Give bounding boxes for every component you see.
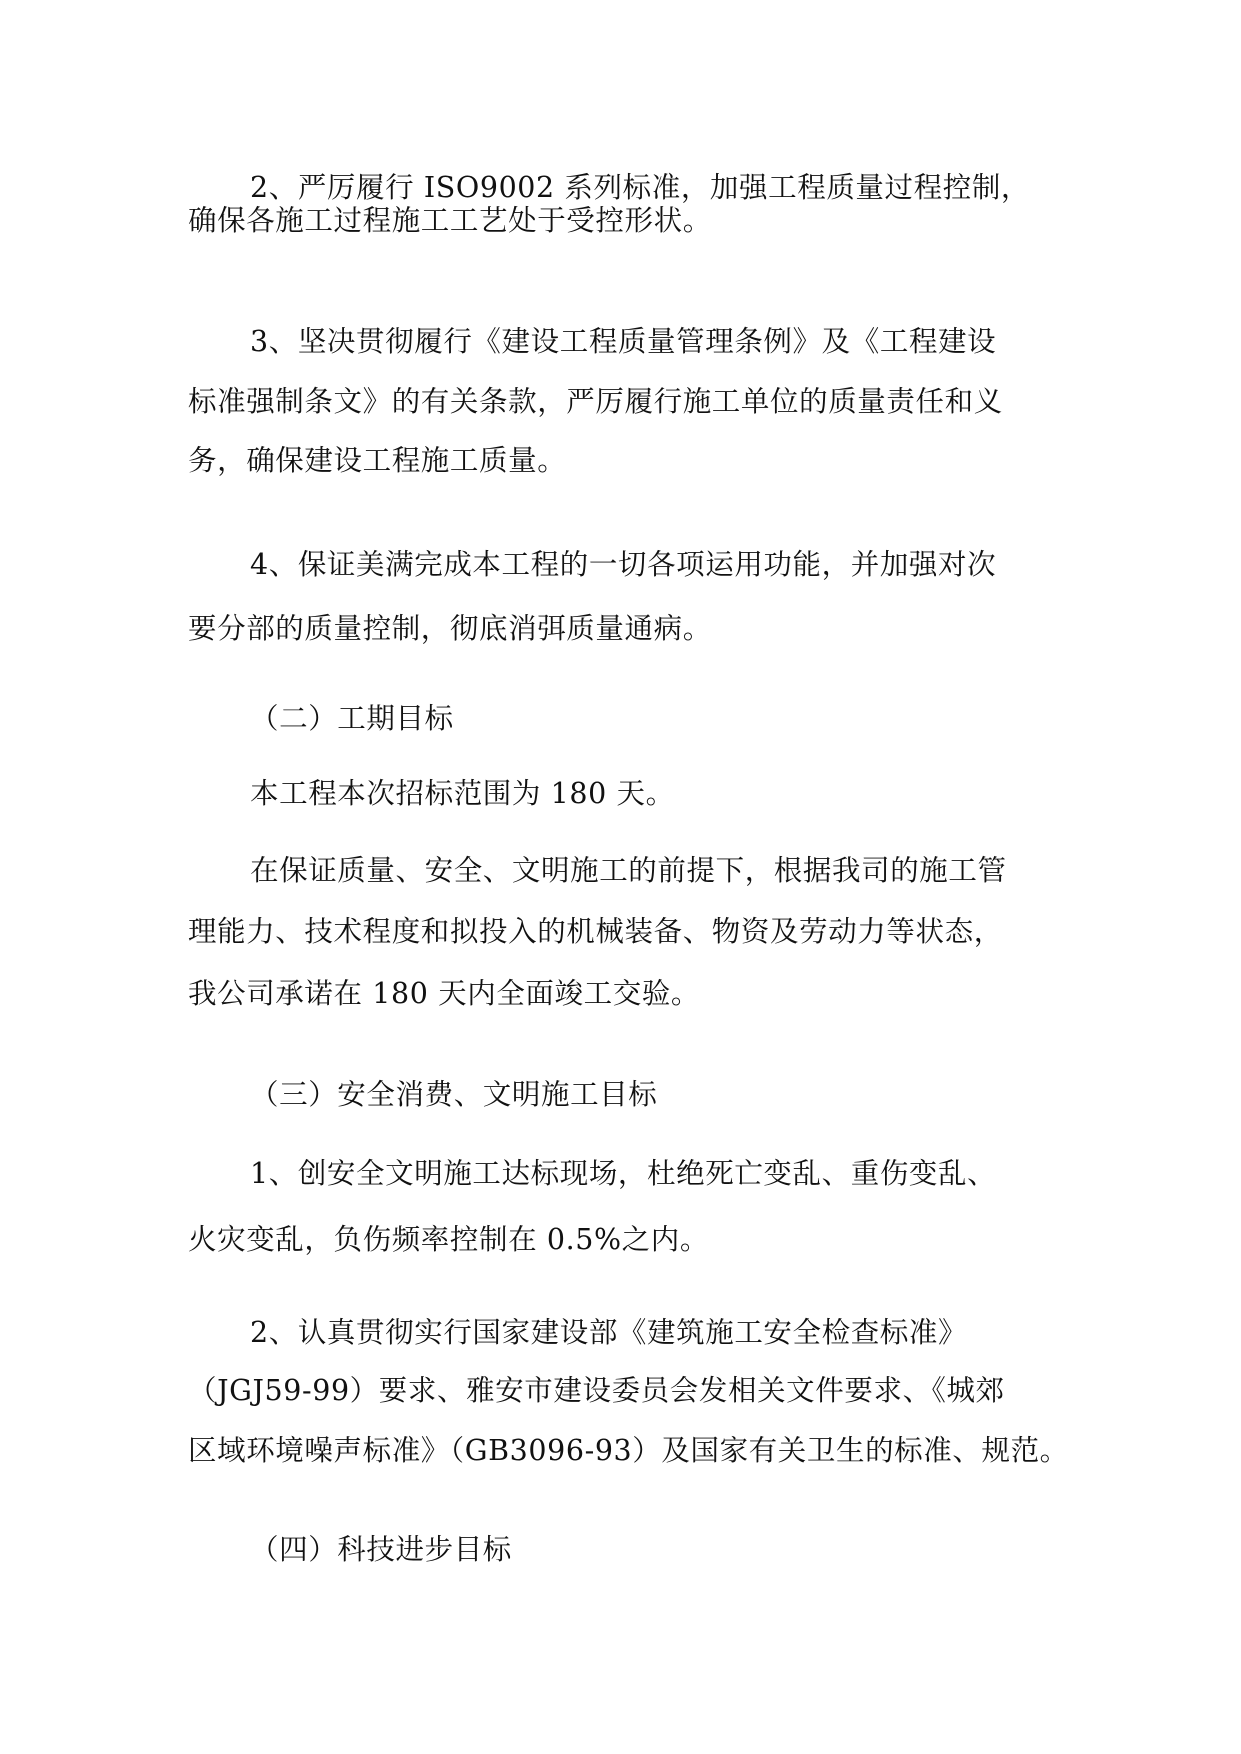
paragraph-line: 标准强制条文》的有关条款，严厉履行施工单位的质量责任和义 (188, 385, 1003, 418)
paragraph-line: 3、坚决贯彻履行《建设工程质量管理条例》及《工程建设 (250, 325, 997, 358)
paragraph-line: 本工程本次招标范围为 180 天。 (250, 777, 675, 810)
section-heading: （三）安全消费、文明施工目标 (250, 1078, 658, 1111)
paragraph-line: 火灾变乱，负伤频率控制在 0.5%之内。 (188, 1223, 709, 1256)
paragraph-line: 务，确保建设工程施工质量。 (188, 444, 567, 477)
section-heading: （二）工期目标 (250, 702, 454, 735)
paragraph-line: 区域环境噪声标准》（GB3096-93）及国家有关卫生的标准、规范。 (188, 1434, 1069, 1467)
paragraph-line: 4、保证美满完成本工程的一切各项运用功能，并加强对次 (250, 548, 997, 581)
paragraph-line: 2、认真贯彻实行国家建设部《建筑施工安全检查标准》 (250, 1316, 968, 1349)
paragraph-line: 我公司承诺在 180 天内全面竣工交验。 (188, 977, 701, 1010)
paragraph-line: 2、严厉履行 ISO9002 系列标准，加强工程质量过程控制， (250, 171, 1031, 204)
paragraph-line: （JGJ59-99）要求、雅安市建设委员会发相关文件要求、《城郊 (188, 1374, 1005, 1407)
paragraph-line: 在保证质量、安全、文明施工的前提下，根据我司的施工管 (250, 854, 1007, 887)
paragraph-line: 确保各施工过程施工工艺处于受控形状。 (188, 204, 712, 237)
paragraph-line: 理能力、技术程度和拟投入的机械装备、物资及劳动力等状态， (188, 915, 1003, 948)
paragraph-line: 1、创安全文明施工达标现场，杜绝死亡变乱、重伤变乱、 (250, 1157, 997, 1190)
paragraph-line: 要分部的质量控制，彻底消弭质量通病。 (188, 612, 712, 645)
section-heading: （四）科技进步目标 (250, 1533, 512, 1566)
